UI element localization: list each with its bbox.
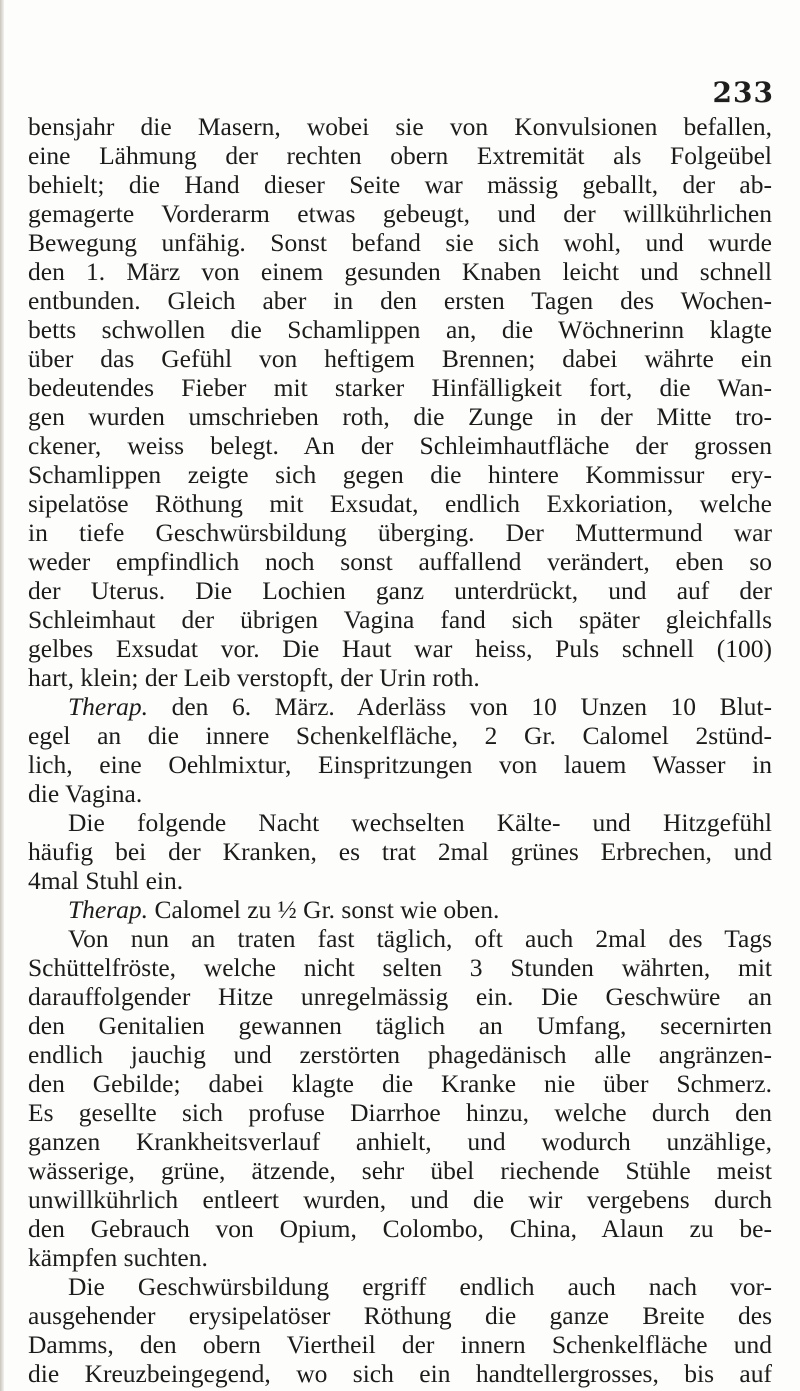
text-line: den Gebrauch von Opium, Colombo, China, Alaun zu be-	[28, 1214, 772, 1243]
text-line: in tiefe Geschwürsbildung überging. Der Muttermund war	[28, 518, 772, 547]
page-number: 233	[712, 76, 774, 109]
text-line: Damms, den obern Viertheil der innern Schenkelfläche und	[28, 1330, 772, 1359]
text-line: ganzen Krankheitsverlauf anhielt, und wodurch unzählige,	[28, 1127, 772, 1156]
text-line: den 1. März von einem gesunden Knaben leicht und schnell	[28, 257, 772, 286]
text-line: bedeutendes Fieber mit starker Hinfälligkeit fort, die Wan-	[28, 373, 772, 402]
text-line: wässerige, grüne, ätzende, sehr übel riechende Stühle meist	[28, 1156, 772, 1185]
text-line: den Genitalien gewannen täglich an Umfang, secernirten	[28, 1011, 772, 1040]
text-line: die Vagina.	[28, 779, 143, 808]
text-line: behielt; die Hand dieser Seite war mässig geballt, der ab-	[28, 170, 772, 199]
text-line: der Uterus. Die Lochien ganz unterdrückt, und auf der	[28, 576, 772, 605]
text-line: gelbes Exsudat vor. Die Haut war heiss, Puls schnell (100)	[28, 634, 772, 663]
text-line: Bewegung unfähig. Sonst befand sie sich wohl, und wurde	[28, 228, 772, 257]
text-line: über das Gefühl von heftigem Brennen; dabei währte ein	[28, 344, 772, 373]
text-line: Es gesellte sich profuse Diarrhoe hinzu, welche durch den	[28, 1098, 772, 1127]
text-line: entbunden. Gleich aber in den ersten Tagen des Wochen-	[28, 286, 772, 315]
text-line: den Gebilde; dabei klagte die Kranke nie über Schmerz.	[28, 1069, 772, 1098]
text-line: ckener, weiss belegt. An der Schleimhautfläche der grossen	[28, 431, 772, 460]
text-line: darauffolgender Hitze unregelmässig ein. Die Geschwüre an	[28, 982, 772, 1011]
paragraph-4	[28, 895, 772, 924]
text-line: hart, klein; der Leib verstopft, der Urin roth.	[28, 663, 480, 692]
text-line: sipelatöse Röthung mit Exsudat, endlich Exkoriation, welche	[28, 489, 772, 518]
paragraph-5	[28, 924, 772, 1272]
therap-label: Therap.	[68, 895, 149, 924]
text-line: Die Geschwürsbildung ergriff endlich auch nach vor-	[68, 1272, 772, 1301]
text-line: egel an die innere Schenkelfläche, 2 Gr. Calomel 2stünd-	[28, 721, 772, 750]
text-line: Schüttelfröste, welche nicht selten 3 Stunden währten, mit	[28, 953, 772, 982]
text-line: Die folgende Nacht wechselten Kälte- und Hitzgefühl	[68, 808, 772, 837]
therap-label: Therap.	[68, 692, 149, 721]
body-text	[28, 112, 772, 1388]
text-line: endlich jauchig und zerstörten phagedänisch alle angränzen-	[28, 1040, 772, 1069]
text-line: ausgehender erysipelatöser Röthung die ganze Breite des	[28, 1301, 772, 1330]
text-line: 4mal Stuhl ein.	[28, 866, 184, 895]
text-run: den 6. März. Aderläss von 10 Unzen 10 Blut-	[171, 692, 772, 721]
paragraph-6	[28, 1272, 772, 1388]
text-line	[28, 895, 772, 924]
text-line: Von nun an traten fast täglich, oft auch 2mal des Tags	[68, 924, 772, 953]
text-line: Schleimhaut der übrigen Vagina fand sich später gleichfalls	[28, 605, 772, 634]
text-line: bensjahr die Masern, wobei sie von Konvulsionen befallen,	[28, 112, 772, 141]
page-binding-edge	[0, 0, 4, 1391]
text-run: Calomel zu ½ Gr. sonst wie oben.	[154, 895, 500, 924]
text-line: eine Lähmung der rechten obern Extremität als Folgeübel	[28, 141, 772, 170]
paragraph-2	[28, 692, 772, 808]
text-line: betts schwollen die Schamlippen an, die Wöchnerinn klagte	[28, 315, 772, 344]
text-line	[28, 692, 772, 721]
text-line: weder empfindlich noch sonst auffallend verändert, eben so	[28, 547, 772, 576]
text-line: Schamlippen zeigte sich gegen die hintere Kommissur ery-	[28, 460, 772, 489]
text-line: unwillkührlich entleert wurden, und die wir vergebens durch	[28, 1185, 772, 1214]
paragraph-1	[28, 112, 772, 692]
text-line: gemagerte Vorderarm etwas gebeugt, und der willkührlichen	[28, 199, 772, 228]
text-line: kämpfen suchten.	[28, 1243, 208, 1272]
text-line: häufig bei der Kranken, es trat 2mal grünes Erbrechen, und	[28, 837, 772, 866]
paragraph-3	[28, 808, 772, 895]
text-line: die Kreuzbeingegend, wo sich ein handtellergrosses, bis auf	[28, 1359, 772, 1388]
text-line: gen wurden umschrieben roth, die Zunge in der Mitte tro-	[28, 402, 772, 431]
text-line: lich, eine Oehlmixtur, Einspritzungen von lauem Wasser in	[28, 750, 772, 779]
